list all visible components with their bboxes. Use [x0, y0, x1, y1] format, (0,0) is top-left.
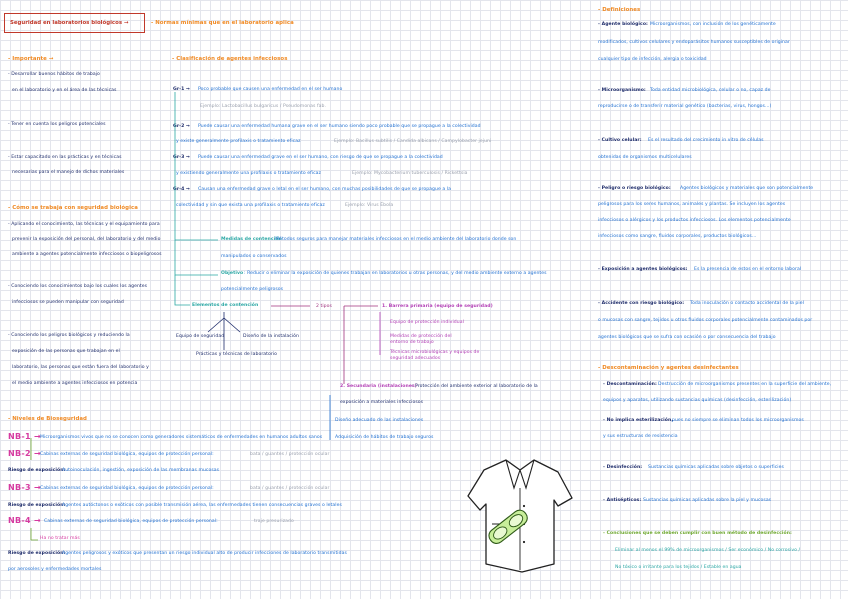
- elementos-branch: Equipo de seguridad: [176, 334, 225, 339]
- medidas-text: : Métodos seguros para manejar materiales infecciosos en el medio ambiente del laboratorio donde son: [272, 237, 517, 242]
- def-text: infecciosos o alérgicos y los productos infecciosos. Los elementos potencialmente: [598, 218, 791, 223]
- page-title: Seguridad en laboratorios biológicos →: [4, 13, 145, 33]
- importante-item: - Tener en cuenta los peligros potenciales: [8, 122, 106, 127]
- riesgo-text: Autoinoculación, ingestión, exposición de las membranas mucosas: [62, 468, 220, 473]
- def-text: o mucosas con sangre, tejidos u otros fluidos corporales potencialmente contaminados por: [598, 318, 813, 323]
- secundaria-item: Diseño adecuado de las instalaciones: [335, 418, 424, 423]
- def-text: Toda entidad microbiológica, celular o no, capaz de: [650, 88, 771, 93]
- elementos-branch: Diseño de la instalación: [243, 334, 299, 339]
- def-text: obtenidas de organismos multicelulares: [598, 155, 692, 160]
- def-text: modificados, cultivos celulares y endoparásitos humanos susceptibles de originar: [598, 40, 790, 45]
- como-item: ambiente a agentes potencialmente infecciosos o biopeligrosos: [12, 252, 162, 257]
- descont-term: - Desinfección:: [603, 465, 643, 470]
- como-item: laboratorio, las personas que están fuera del laboratorio y: [12, 365, 149, 370]
- def-text: infecciosos como sangre, fluidos corporales, productos biológicos...: [598, 234, 757, 239]
- secundaria-text: : Protección del ambiente exterior al laboratorio de la: [412, 384, 538, 389]
- descont-term: - No implica esterilización,: [603, 418, 674, 423]
- importante-item: - Desarrollar buenos hábitos de trabajo: [8, 72, 100, 77]
- group-label: Gr-2 →: [173, 124, 190, 129]
- barrera-heading: 1. Barrera primaria (equipo de seguridad): [382, 304, 493, 309]
- def-text: peligrosos para los seres humanos, animales y plantas. Se incluyen los agentes: [598, 202, 786, 207]
- def-text: agentes biológicos que se sufra con ocasión o por consecuencia del trabajo: [598, 335, 776, 340]
- nb-text: Ha no tratar más: [40, 536, 80, 541]
- group-text: Causan una enfermedad grave o letal en el ser humano, con muchas posibilidades de que se propague a la: [198, 187, 451, 192]
- elementos-label: Elementos de contención: [192, 303, 259, 308]
- def-text: Microorganismos, con inclusión de los genéticamente: [650, 22, 776, 27]
- def-text: Es el resultado del crecimiento in vitro de células: [648, 138, 764, 143]
- como-heading: - Cómo se trabaja con seguridad biológica: [8, 205, 138, 211]
- group-text: Puede causar una enfermedad grave en el ser humano, con riesgo de que se propague a la colectividad: [198, 155, 443, 160]
- nb-code: NB-2 →: [8, 449, 41, 458]
- descont-text: y sus estructuras de resistencia: [603, 434, 678, 439]
- nb-text: Cabinas externas de seguridad biológica, equipos de protección personal:: [44, 519, 218, 524]
- nb-text: Microorganismos vivos que no se conocen como generadores sistemáticos de enfermedades en humanos adultos sanos: [40, 435, 323, 440]
- barrera-item: Medidas de protección del entorno de trabajo: [390, 334, 452, 346]
- def-term: - Accidente con riesgo biológico:: [598, 301, 685, 306]
- def-text: Agentes biológicos y materiales que son potencialmente: [680, 186, 814, 191]
- nb-text: Cabinas externas de seguridad biológica, equipos de protección personal:: [40, 486, 214, 491]
- group-text: y existe generalmente profilaxis o tratamiento eficaz: [176, 139, 301, 144]
- como-item: infecciosos se pueden manipular con seguridad: [12, 300, 124, 305]
- como-item: el medio ambiente a agentes infecciosos en potencia: [12, 381, 138, 386]
- def-term: - Cultivo celular:: [598, 138, 642, 143]
- group-example: Ejemplo: Virus Ébola: [345, 203, 394, 208]
- nb-note: bata / guantes / protección ocular: [250, 452, 330, 457]
- def-text: reproducirse o de transferir material genético (bacterias, virus, hongos...): [598, 104, 772, 109]
- def-text: Toda inoculación o contacto accidental de la piel: [690, 301, 804, 306]
- group-text: Poco probable que causen una enfermedad en el ser humano: [198, 87, 343, 92]
- definiciones-heading: - Definiciones: [598, 7, 641, 13]
- group-text: colectividad y sin que exista una profilaxis o tratamiento eficaz: [176, 203, 325, 208]
- importante-item: en el laboratorio y en el área de las técnicas: [12, 88, 117, 93]
- objetivo-text: potencialmente peligrosos: [221, 287, 284, 292]
- def-term: - Microorganismo:: [598, 88, 646, 93]
- conclusion-heading: - Conclusiones que se deben cumplir con buen método de desinfección:: [603, 531, 792, 536]
- conclusion-text: Eliminar al menos el 99% de microorganismos / Ser económico / No corrosivo /: [615, 548, 801, 553]
- importante-item: necesarias para el manejo de dichos materiales: [12, 170, 125, 175]
- def-text: cualquier tipo de infección, alergia o toxicidad: [598, 57, 707, 62]
- def-term: - Peligro o riesgo biológico:: [598, 186, 671, 191]
- nb-text: Cabinas externas de seguridad biológica, equipos de protección personal:: [40, 452, 214, 457]
- como-item: - Conociendo los conocimientos bajo los cuales los agentes: [8, 284, 148, 289]
- descont-heading: - Descontaminación y agentes desinfectantes: [598, 365, 739, 371]
- riesgo-text: por aerosoles y enfermedades mortales: [8, 567, 102, 572]
- riesgo-text: Agentes autóctonos o exóticos con posible transmisión aérea, las enfermedades tienen consecuencias graves o letales: [62, 503, 342, 508]
- def-term: - Agente biológico:: [598, 22, 648, 27]
- riesgo-label: Riesgo de exposición:: [8, 551, 66, 556]
- descont-text: pues no siempre se eliminan todos los microorganismos: [672, 418, 804, 423]
- medidas-label: Medidas de contención: [221, 237, 282, 242]
- objetivo-text: : Reducir o eliminar la exposición de quienes trabajan en laboratorios u otras personas, y del medio ambiente externo a agentes: [244, 271, 547, 276]
- descont-term: - Descontaminación:: [603, 382, 657, 387]
- group-label: Gr-4 →: [173, 187, 190, 192]
- riesgo-label: Riesgo de exposición:: [8, 503, 66, 508]
- group-example: Ejemplo: Bacillus subtilis / Candida albicans / Campylobacter jejuni: [334, 139, 492, 144]
- importante-heading: - Importante →: [8, 56, 54, 62]
- nb-note: bata / guantes / protección ocular: [250, 486, 330, 491]
- group-text: y existiendo generalmente una profilaxis o tratamiento eficaz: [176, 171, 321, 176]
- riesgo-text: Agentes peligrosos y exóticos que presentan un riesgo individual alto de producir infecciones de laboratorio transmitidas: [62, 551, 347, 556]
- group-label: Gr-3 →: [173, 155, 190, 160]
- riesgo-label: Riesgo de exposición:: [8, 468, 66, 473]
- como-item: exposición de las personas que trabajan en el: [12, 349, 120, 354]
- descont-text: Sustancias químicas aplicadas sobre la piel y mucosas: [643, 498, 772, 503]
- descont-term: - Antisépticos:: [603, 498, 642, 503]
- objetivo-label: Objetivo: [221, 271, 244, 276]
- descont-text: equipos y aparatos, utilizando sustancias químicas (desinfección, esterilización): [603, 398, 792, 403]
- como-item: - Aplicando el conocimiento, las técnicas y el equipamiento para: [8, 222, 160, 227]
- secundaria-text: exposición a materiales infecciosos: [340, 400, 424, 405]
- group-example: Ejemplo: Lactobacillus bulgaricus / Pseudomonas fab.: [200, 104, 326, 109]
- descont-text: Sustancias químicas aplicadas sobre objetos o superficies: [648, 465, 784, 470]
- importante-item: - Estar capacitado en las prácticas y en técnicas: [8, 155, 122, 160]
- descont-text: Destrucción de microorganismos presentes en la superficie del ambiente,: [658, 382, 832, 387]
- como-item: prevenir la exposición del personal, del laboratorio y del medio: [12, 237, 161, 242]
- nb-code: NB-4 →: [8, 516, 41, 525]
- nb-code: NB-3 →: [8, 483, 41, 492]
- clasificacion-heading: - Clasificación de agentes infecciosos: [172, 56, 288, 62]
- secundaria-heading: 2. Secundaria (instalaciones): [340, 384, 417, 389]
- como-item: - Conociendo los peligros biológicos y reduciendo la: [8, 333, 130, 338]
- def-text: Es la presencia de estos en el entorno laboral: [694, 267, 802, 272]
- secundaria-item: Adquisición de hábitos de trabajo seguros: [335, 435, 434, 440]
- niveles-heading: - Niveles de Bioseguridad: [8, 416, 87, 422]
- subtitle: - Normas mínimas que en el laboratorio aplica: [151, 20, 294, 26]
- conclusion-text: No tóxico o irritante para los tejidos / Estable en agua: [615, 565, 742, 570]
- medidas-text: manipulados o conservados: [221, 254, 287, 259]
- group-text: Puede causar una enfermedad humana grave en el ser humano siendo poco probable que se propague a la colectividad: [198, 124, 481, 129]
- barrera-item: Técnicas microbiológicas y equipos de seguridad adecuados: [390, 350, 480, 362]
- barrera-item: Equipo de protección individual: [390, 320, 464, 325]
- group-label: Gr-1 →: [173, 87, 190, 92]
- lab-coat-illustration: [462, 452, 578, 580]
- def-term: - Exposición a agentes biológicos:: [598, 267, 688, 272]
- group-example: Ejemplo: Mycobacterium tuberculosis / Rickettsia: [352, 171, 468, 176]
- nb-code: NB-1 →: [8, 432, 41, 441]
- elementos-branch: Prácticas y técnicas de laboratorio: [196, 352, 277, 357]
- elementos-code: 2 tipos: [316, 304, 332, 309]
- nb-note: traje presurizado: [254, 519, 294, 524]
